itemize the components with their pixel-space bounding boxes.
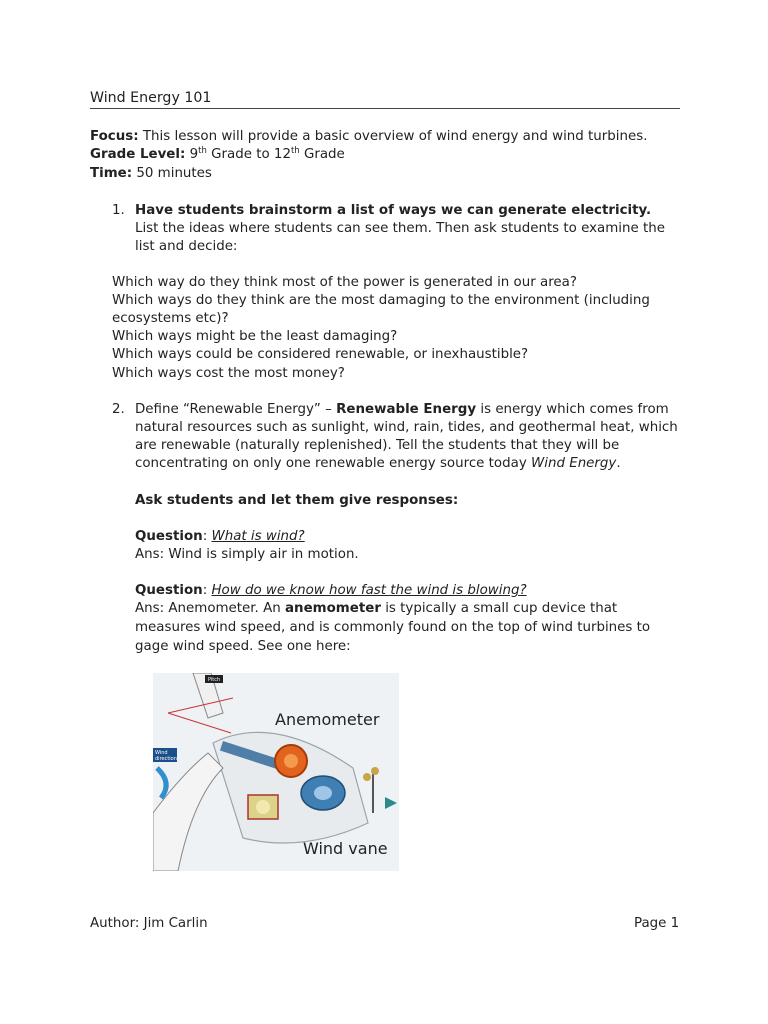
question-line-6: Which ways cost the most money?: [112, 366, 345, 381]
grade-line: [90, 146, 345, 164]
grade-b: Grade to 12: [211, 147, 291, 162]
question-2-label: Question: [135, 583, 203, 598]
focus-line: [90, 128, 647, 146]
item1-line-2: list and decide:: [135, 239, 238, 254]
item2-line-4-text: concentrating on only one renewable energy source today: [135, 456, 527, 471]
focus-label: Focus:: [90, 129, 139, 144]
question-2-text: How do we know how fast the wind is blowing?: [211, 583, 527, 598]
question-1-label: Question: [135, 529, 203, 544]
grade-a: 9: [189, 147, 199, 162]
answer-2-line-2: measures wind speed, and is commonly found on the top of wind turbines to: [135, 620, 651, 635]
question-line-1: Which way do they think most of the power is generated in our area?: [112, 275, 577, 290]
footer-author: Author: Jim Carlin: [90, 916, 208, 931]
generator-core: [314, 786, 332, 800]
item1-line-1: List the ideas where students can see them. Then ask students to examine the: [135, 221, 665, 236]
question-line-4: Which ways might be the least damaging?: [112, 329, 398, 344]
focus-text: This lesson will provide a basic overview of wind energy and wind turbines.: [142, 129, 648, 144]
label-direction: direction: [155, 756, 177, 762]
turbine-illustration: [153, 673, 399, 871]
answer-2-term: anemometer: [285, 601, 381, 616]
footer-page-number: Page 1: [634, 916, 680, 931]
grade-c: Grade: [303, 147, 345, 162]
answer-2-line-1: [135, 600, 617, 618]
question-1: Question: What is wind?: [135, 529, 305, 544]
answer-2-line-3: gage wind speed. See one here:: [135, 639, 351, 654]
question-line-3: ecosystems etc)?: [112, 311, 229, 326]
item2-line-4: [135, 455, 621, 473]
time-label: Time:: [90, 166, 133, 181]
time-text: 50 minutes: [136, 166, 212, 181]
item2-define-rest: is energy which comes from: [480, 402, 669, 417]
question-2: Question: How do we know how fast the wind is blowing?: [135, 583, 527, 598]
item2-line-3: are renewable (naturally replenished). Tell the students that they will be: [135, 438, 620, 453]
label-wind: Wind: [155, 750, 168, 756]
yaw-gear: [256, 800, 270, 814]
answer-2-rest: is typically a small cup device that: [385, 601, 618, 616]
label-wind-vane: Wind vane: [303, 839, 388, 858]
gearbox-hub: [284, 754, 298, 768]
label-anemometer: Anemometer: [275, 710, 380, 729]
question-1-text: What is wind?: [211, 529, 305, 544]
item2-line-2: natural resources such as sunlight, wind, rain, tides, and geothermal heat, which: [135, 420, 678, 435]
answer-2-prefix: Ans: Anemometer. An: [135, 601, 281, 616]
anemometer-cup-1: [371, 767, 379, 775]
time-line: [90, 165, 212, 183]
grade-label: Grade Level:: [90, 147, 186, 162]
item2-period: .: [616, 456, 621, 471]
item2-number: 2.: [112, 402, 125, 417]
item2-define-text: Define “Renewable Energy” –: [135, 402, 332, 417]
item2-wind-energy: Wind Energy: [531, 456, 617, 471]
grade-sup-2: th: [290, 146, 300, 156]
item1-heading: Have students brainstorm a list of ways we can generate electricity.: [135, 203, 652, 218]
answer-1: Ans: Wind is simply air in motion.: [135, 547, 359, 562]
item1-number: 1.: [112, 203, 125, 218]
item2-renewable-term: Renewable Energy: [336, 402, 477, 417]
turbine-diagram: [153, 673, 399, 871]
document-title: Wind Energy 101: [90, 90, 680, 109]
anemometer-cup-2: [363, 773, 371, 781]
question-line-5: Which ways could be considered renewable, or inexhaustible?: [112, 347, 529, 362]
question-line-2: Which ways do they think are the most damaging to the environment (including: [112, 293, 650, 308]
grade-sup-1: th: [198, 146, 207, 156]
item2-line-1: [135, 401, 669, 419]
ask-heading: Ask students and let them give responses:: [135, 493, 459, 508]
label-pitch: Pitch: [208, 677, 221, 683]
